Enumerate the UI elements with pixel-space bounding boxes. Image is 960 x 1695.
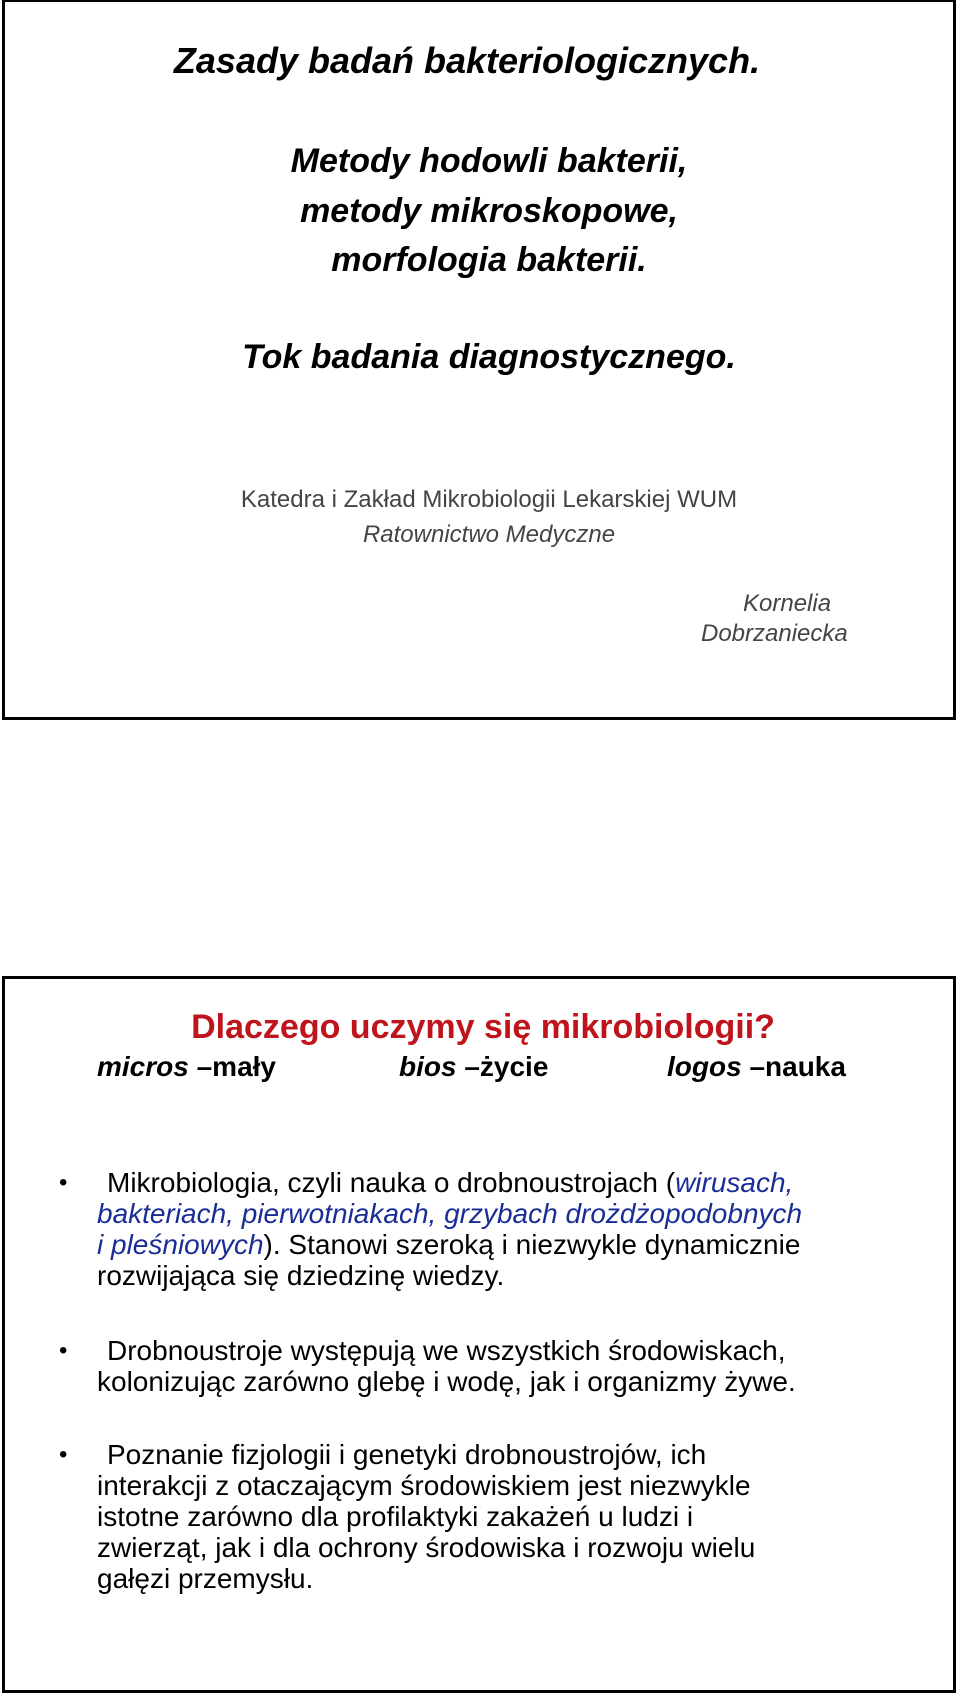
methods-line-1: Metody hodowli bakterii, <box>290 142 688 180</box>
author-last-name: Dobrzaniecka <box>701 620 848 647</box>
etymology-micros <box>97 1051 276 1083</box>
bullet-icon: • <box>59 1169 68 1196</box>
slide-heading: Dlaczego uczymy się mikrobiologii? <box>191 1008 775 1046</box>
author-first-name: Kornelia <box>743 590 832 617</box>
bullet-icon: • <box>59 1337 68 1364</box>
bullet-highlight: wirusach, <box>675 1167 794 1198</box>
methods-line-2: metody mikroskopowe, <box>300 192 678 230</box>
etymology-term: logos <box>667 1051 742 1082</box>
bullet-text: interakcji z otaczającym środowiskiem jest niezwykle <box>97 1470 751 1501</box>
bullet-physiology <box>59 1439 927 1594</box>
program-name: Ratownictwo Medyczne <box>362 521 616 548</box>
etymology-bios <box>399 1051 548 1083</box>
slide-title-heading: Zasady badań bakteriologicznych. <box>173 40 761 81</box>
bullet-text: zwierząt, jak i dla ochrony środowiska i rozwoju wielu <box>97 1532 756 1563</box>
etymology-logos <box>667 1051 846 1083</box>
bullet-text: ). Stanowi szeroką i niezwykle dynamicznie <box>263 1229 801 1260</box>
bullet-environments <box>59 1335 927 1397</box>
diagnostic-heading: Tok badania diagnostycznego. <box>242 338 736 376</box>
bullet-icon: • <box>59 1441 68 1468</box>
etymology-term: micros <box>97 1051 189 1082</box>
bullet-text: Poznanie fizjologii i genetyki drobnoustrojów, ich <box>107 1439 707 1470</box>
etymology-meaning: –życie <box>464 1051 549 1082</box>
bullet-definition <box>59 1167 927 1291</box>
slide-why-microbiology <box>2 976 956 1693</box>
etymology-meaning: –mały <box>196 1051 277 1082</box>
etymology-meaning: –nauka <box>749 1051 846 1082</box>
bullet-text: gałęzi przemysłu. <box>97 1563 314 1594</box>
bullet-highlight: bakteriach, pierwotniakach, grzybach drożdżopodobnych <box>97 1198 803 1229</box>
bullet-text: istotne zarówno dla profilaktyki zakażeń u ludzi i <box>97 1501 694 1532</box>
bullet-text: kolonizując zarówno glebę i wodę, jak i organizmy żywe. <box>97 1366 796 1397</box>
bullet-text: Drobnoustroje występują we wszystkich środowiskach, <box>107 1335 786 1366</box>
bullet-highlight: i pleśniowych <box>97 1229 264 1260</box>
slide-title <box>2 0 956 720</box>
department-name: Katedra i Zakład Mikrobiologii Lekarskiej WUM <box>240 486 738 513</box>
etymology-term: bios <box>399 1051 457 1082</box>
bullet-text: Mikrobiologia, czyli nauka o drobnoustrojach ( <box>107 1167 676 1198</box>
bullet-text: rozwijająca się dziedzinę wiedzy. <box>97 1260 505 1291</box>
methods-line-3: morfologia bakterii. <box>331 241 647 279</box>
